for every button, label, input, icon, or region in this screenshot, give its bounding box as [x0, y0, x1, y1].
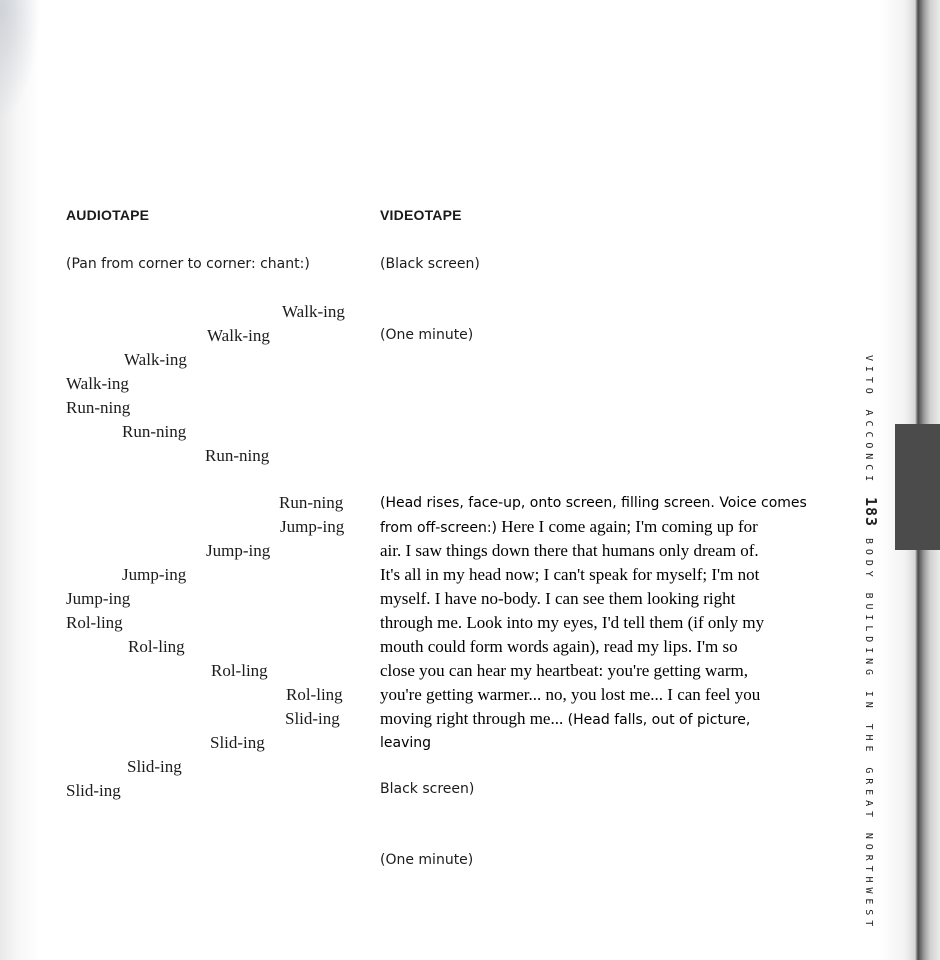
monologue-line: close you can hear my heartbeat: you're getting warm, — [380, 661, 748, 680]
chant-line: Walk-ing — [207, 326, 270, 345]
chant-line: Rol-ling — [211, 661, 268, 680]
monologue-line: (Head rises, face-up, onto screen, filling screen. Voice comes — [380, 495, 807, 511]
chant-line: Slid-ing — [66, 781, 121, 800]
monologue-line: myself. I have no-body. I can see them looking right — [380, 589, 736, 608]
chant-line: Rol-ling — [66, 613, 123, 632]
chant-line: Jump-ing — [206, 541, 271, 560]
chant-line: Run-ning — [205, 446, 270, 465]
running-head-author: VITO ACCONCI — [863, 355, 874, 487]
audio-intro: (Pan from corner to corner: chant:) — [66, 256, 310, 272]
chant-line: Slid-ing — [285, 709, 340, 728]
chant-line: Rol-ling — [286, 685, 343, 704]
monologue-line: mouth could form words again), read my lips. I'm so — [380, 637, 738, 656]
monologue-line — [380, 707, 790, 732]
monologue-line: air. I saw things down there that humans only dream of. — [380, 541, 759, 560]
one-minute-note-end: (One minute) — [380, 852, 474, 868]
monologue-line: through me. Look into my eyes, I'd tell them (if only my — [380, 613, 765, 632]
stage-direction: from off-screen:) — [380, 520, 498, 536]
chant-line: Run-ning — [279, 493, 344, 512]
running-head-title: BODY BUILDING IN THE GREAT NORTHWEST — [863, 537, 874, 932]
audiotape-heading: AUDIOTAPE — [66, 207, 150, 223]
page-number: 183 — [862, 496, 880, 528]
chant-line: Walk-ing — [66, 374, 129, 393]
chant-line: Jump-ing — [122, 565, 187, 584]
chant-line: Rol-ling — [128, 637, 185, 656]
chant-line: Jump-ing — [280, 517, 345, 536]
chant-line: Slid-ing — [210, 733, 265, 752]
chant-line: Walk-ing — [124, 350, 187, 369]
chant-line: Run-ning — [66, 398, 131, 417]
stage-direction: (Head falls, out of picture, — [563, 712, 751, 728]
chant-line: Run-ning — [122, 422, 187, 441]
one-minute-note: (One minute) — [380, 327, 474, 343]
chant-line: Walk-ing — [282, 302, 345, 321]
running-head — [862, 355, 892, 932]
monologue-line: leaving — [380, 735, 432, 751]
monologue-line — [380, 515, 790, 540]
chant-line: Slid-ing — [127, 757, 182, 776]
spoken-text: moving right through me... — [380, 709, 564, 728]
chant-line: Jump-ing — [66, 589, 131, 608]
spoken-text: Here I come again; I'm coming up for — [497, 517, 758, 536]
black-screen-note: (Black screen) — [380, 256, 480, 272]
monologue-line: you're getting warmer... no, you lost me... I can feel you — [380, 685, 761, 704]
black-screen-end: Black screen) — [380, 781, 475, 797]
page-shadow — [0, 0, 40, 120]
videotape-heading: VIDEOTAPE — [380, 207, 462, 223]
monologue-line: It's all in my head now; I can't speak for myself; I'm not — [380, 565, 760, 584]
page-edge-tab — [895, 424, 940, 550]
